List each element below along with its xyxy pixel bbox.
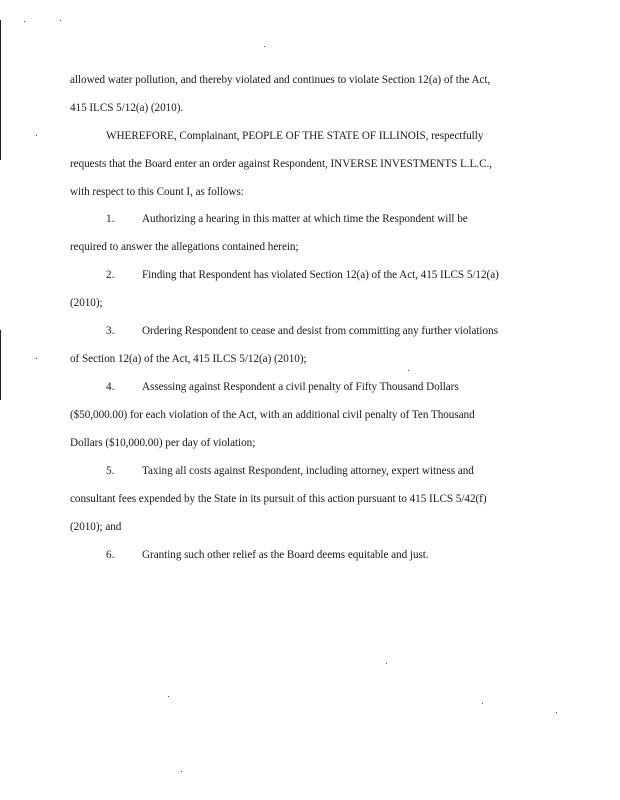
opening-line: allowed water pollution, and thereby violated and continues to violate Section 12(a) of the Act,	[70, 74, 491, 86]
item-line: (2010);	[70, 297, 103, 309]
wherefore-line: with respect to this Count I, as follows:	[70, 186, 244, 198]
scan-speck	[408, 370, 409, 371]
item-number: 3.	[106, 325, 115, 337]
item-line: Taxing all costs against Respondent, including attorney, expert witness and	[142, 465, 474, 477]
scan-margin-line-bottom	[0, 330, 1, 400]
wherefore-line: WHEREFORE, Complainant, PEOPLE OF THE STATE OF ILLINOIS, respectfully	[106, 130, 484, 142]
item-number: 1.	[106, 213, 115, 225]
scan-speck	[36, 358, 37, 359]
scan-speck	[556, 712, 557, 713]
scan-speck	[168, 696, 169, 697]
scan-speck	[181, 771, 182, 772]
scan-speck	[24, 21, 25, 22]
item-line: required to answer the allegations contained herein;	[70, 241, 299, 253]
scan-speck	[386, 663, 387, 664]
item-line: Assessing against Respondent a civil penalty of Fifty Thousand Dollars	[142, 381, 459, 393]
item-number: 5.	[106, 465, 115, 477]
item-line: of Section 12(a) of the Act, 415 ILCS 5/12(a) (2010);	[70, 353, 307, 365]
scan-speck	[60, 20, 61, 21]
scan-speck	[264, 46, 265, 47]
item-number: 6.	[106, 549, 115, 561]
item-number: 4.	[106, 381, 115, 393]
item-line: Ordering Respondent to cease and desist from committing any further violations	[142, 325, 498, 337]
item-line: ($50,000.00) for each violation of the Act, with an additional civil penalty of Ten Thousand	[70, 409, 475, 421]
item-line: Finding that Respondent has violated Section 12(a) of the Act, 415 ILCS 5/12(a)	[142, 269, 499, 281]
item-line: (2010); and	[70, 521, 122, 533]
scan-margin-line-top	[0, 20, 1, 160]
item-line: consultant fees expended by the State in its pursuit of this action pursuant to 415 ILCS 5/42(f)	[70, 493, 487, 505]
scan-speck	[36, 135, 37, 136]
wherefore-line: requests that the Board enter an order against Respondent, INVERSE INVESTMENTS L.L.C.,	[70, 158, 492, 170]
item-line: Dollars ($10,000.00) per day of violation;	[70, 437, 256, 449]
item-number: 2.	[106, 269, 115, 281]
item-line: Authorizing a hearing in this matter at which time the Respondent will be	[142, 213, 468, 225]
scan-speck	[482, 703, 483, 704]
opening-line: 415 ILCS 5/12(a) (2010).	[70, 102, 184, 114]
item-line: Granting such other relief as the Board deems equitable and just.	[142, 549, 429, 561]
